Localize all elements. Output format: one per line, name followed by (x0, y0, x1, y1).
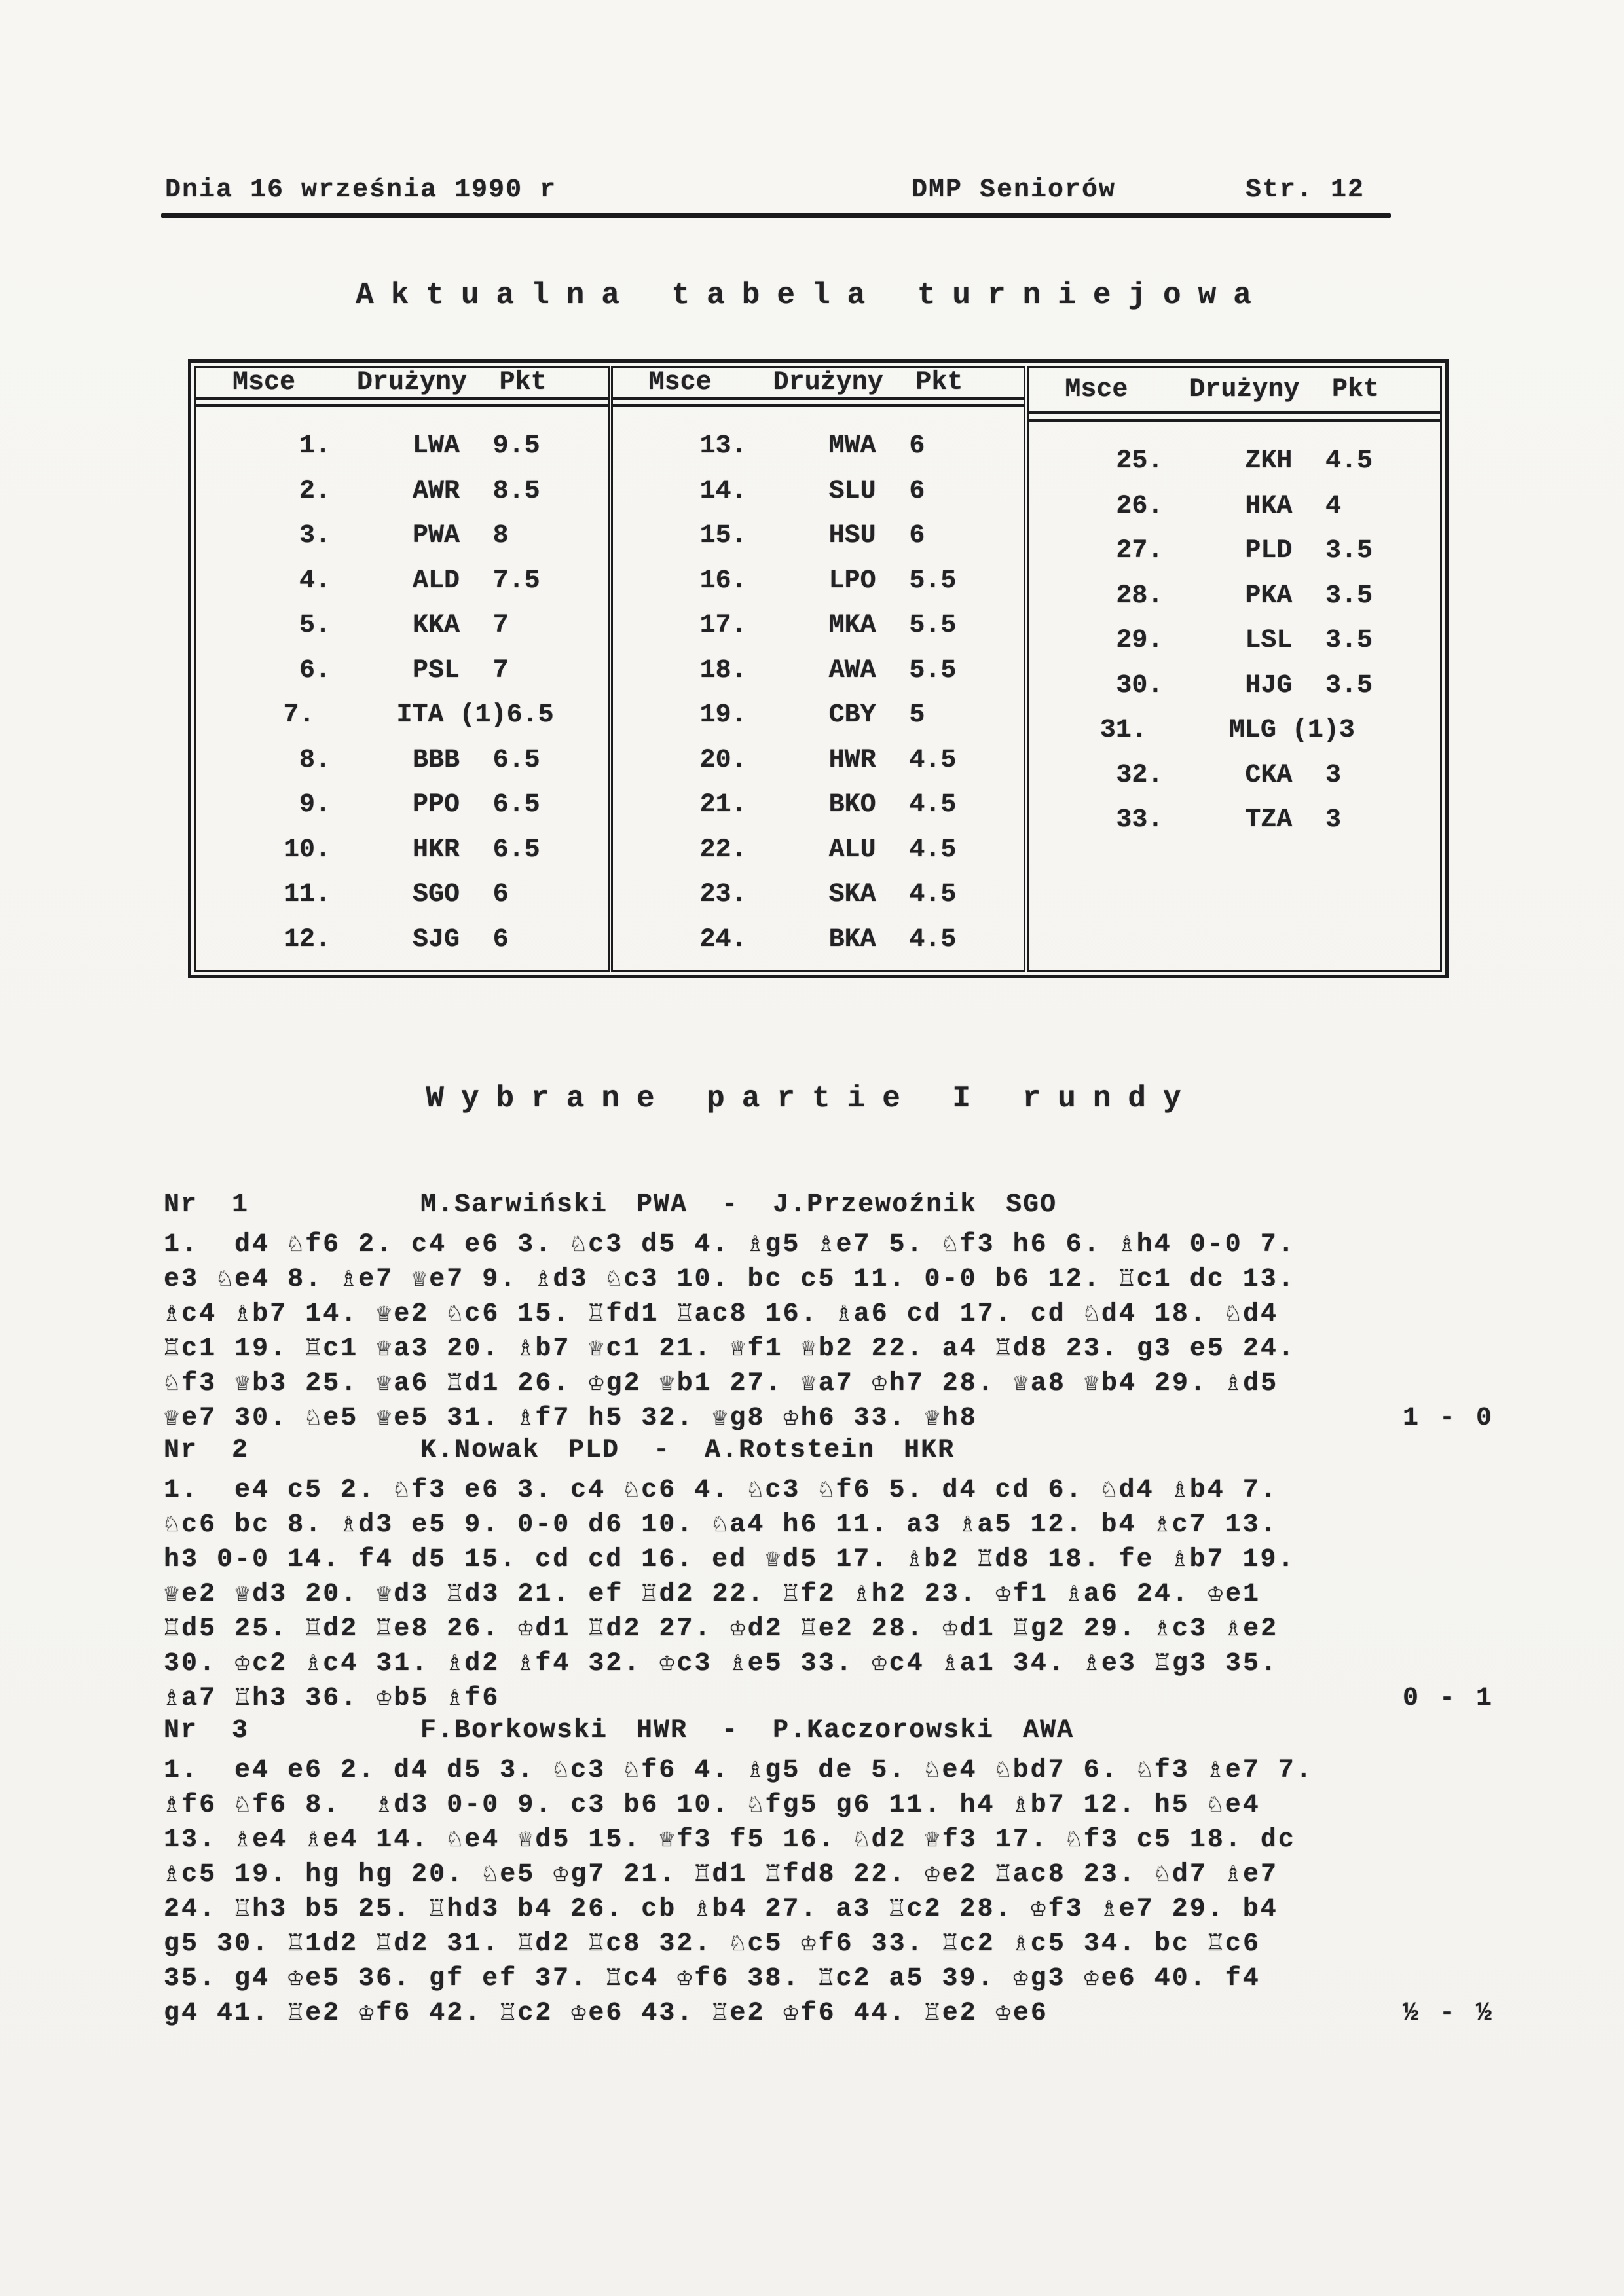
table-row (1029, 446, 1440, 492)
table-row (1029, 805, 1440, 850)
game-header (164, 1716, 1494, 1745)
column-header-druzyny: Drużyny (773, 368, 883, 398)
white-player-name: F.Borkowski (420, 1716, 608, 1745)
rank-cell: 22. (699, 835, 747, 865)
points-cell: 8.5 (492, 476, 540, 506)
team-cell: SKA (828, 880, 876, 909)
points-cell: 6 (909, 431, 925, 461)
moves-line: 1. e4 c5 2. ♘f3 e6 3. c4 ♘c6 4. ♘c3 ♘f6 5. d4 cd 6. ♘d4 ♗b4 7. (164, 1476, 1278, 1505)
team-cell: MKA (828, 611, 876, 640)
team-cell: KKA (413, 611, 460, 640)
points-cell: 4.5 (909, 790, 957, 820)
team-cell: HKA (1245, 491, 1293, 521)
standings-table (188, 359, 1449, 978)
table-row (613, 656, 1024, 701)
rank-cell: 7. (283, 701, 315, 730)
points-cell: 6 (909, 476, 925, 506)
moves-last-line (164, 1996, 1494, 2031)
team-cell: PSL (413, 655, 460, 685)
moves-line: ♘c6 bc 8. ♗d3 e5 9. 0-0 d6 10. ♘a4 h6 11. a3 ♗a5 12. b4 ♗c7 13. (164, 1510, 1278, 1540)
team-cell: SGO (413, 880, 460, 909)
points-cell: 5.5 (909, 566, 957, 596)
moves-last-line (164, 1401, 1494, 1436)
moves-line: 1. e4 e6 2. d4 d5 3. ♘c3 ♘f6 4. ♗g5 de 5. ♘e4 ♘bd7 6. ♘f3 ♗e7 7. (164, 1756, 1314, 1785)
team-cell: BKO (828, 790, 876, 820)
white-player-team: PWA (637, 1190, 688, 1220)
table-row (196, 701, 608, 746)
points-cell: 4.5 (909, 745, 957, 775)
game-result: ½ - ½ (1402, 1999, 1494, 2028)
white-player-team: PLD (568, 1436, 620, 1465)
table-row (613, 835, 1024, 881)
table-row (1029, 761, 1440, 806)
rank-cell: 12. (283, 924, 331, 955)
moves-line: 13. ♗e4 ♗e4 14. ♘e4 ♕d5 15. ♕f3 f5 16. ♘d2 ♕f3 17. ♘f3 c5 18. dc (164, 1825, 1296, 1855)
game-block (164, 1190, 1494, 1436)
points-cell: 5.5 (909, 611, 957, 640)
table-row (613, 746, 1024, 791)
table-row (196, 790, 608, 835)
table-row (196, 925, 608, 970)
team-cell: SJG (413, 924, 460, 955)
rank-cell: 4. (299, 566, 331, 596)
table-row (196, 835, 608, 881)
rank-cell: 29. (1116, 626, 1164, 655)
rank-cell: 30. (1116, 670, 1164, 701)
team-cell: ITA (1) (396, 701, 507, 730)
moves-line: 24. ♖h3 b5 25. ♖hd3 b4 26. cb ♗b4 27. a3 ♖c2 28. ♔f3 ♗e7 29. b4 (164, 1895, 1278, 1924)
points-cell: 6.5 (492, 745, 540, 775)
team-cell: AWA (828, 655, 876, 685)
standings-body (196, 407, 608, 970)
rank-cell: 33. (1116, 805, 1164, 835)
rank-cell: 24. (699, 924, 747, 955)
team-cell: SLU (828, 476, 876, 506)
moves-line-text: g4 41. ♖e2 ♔f6 42. ♖c2 ♔e6 43. ♖e2 ♔f6 44. ♖e2 ♔e6 (164, 1999, 1048, 2028)
points-cell: 6.5 (492, 790, 540, 820)
header-bulletin: DMP Seniorów (912, 175, 1116, 205)
header-double-rule (613, 400, 1024, 407)
points-cell: 3.5 (1325, 581, 1373, 611)
team-cell: CBY (828, 701, 876, 730)
team-cell: BKA (828, 924, 876, 955)
game-block (164, 1716, 1494, 2031)
rank-cell: 15. (699, 521, 747, 551)
team-cell: ALU (828, 835, 876, 865)
points-cell: 7.5 (492, 566, 540, 596)
rank-cell: 25. (1116, 446, 1164, 476)
black-player-team: HKR (904, 1436, 955, 1465)
standings-body (613, 407, 1024, 970)
rank-cell: 6. (299, 655, 331, 685)
column-header-pkt: Pkt (1332, 374, 1380, 405)
moves-line: ♗f6 ♘f6 8. ♗d3 0-0 9. c3 b6 10. ♘fg5 g6 11. h4 ♗b7 12. h5 ♘e4 (164, 1791, 1261, 1820)
game-number: Nr 1 (164, 1190, 249, 1220)
team-cell: MLG (1) (1228, 716, 1339, 745)
rank-cell: 5. (299, 611, 331, 640)
team-cell: PWA (413, 521, 460, 551)
points-cell: 7 (492, 611, 509, 640)
points-cell: 4.5 (909, 924, 957, 955)
table-row (613, 925, 1024, 970)
black-player-name: A.Rotstein (705, 1436, 876, 1465)
column-header-msce: Msce (232, 368, 296, 398)
points-cell: 3 (1325, 760, 1342, 790)
team-cell: AWR (413, 476, 460, 506)
rank-cell: 19. (699, 701, 747, 730)
team-cell: ZKH (1245, 446, 1293, 476)
black-player-name: P.Kaczorowski (773, 1716, 995, 1745)
header-date: Dnia 16 września 1990 r (165, 175, 557, 205)
points-cell: 6.5 (492, 835, 540, 865)
points-cell: 4 (1325, 491, 1342, 521)
white-player-name: M.Sarwiński (420, 1190, 608, 1220)
table-row (196, 477, 608, 522)
column-header-druzyny: Drużyny (357, 368, 468, 398)
team-cell: ALD (413, 566, 460, 596)
table-row (196, 746, 608, 791)
header-rule (161, 213, 1391, 218)
standings-header-row (1029, 368, 1440, 414)
header-double-rule (196, 400, 608, 407)
table-row (613, 611, 1024, 656)
team-cell: PLD (1245, 536, 1293, 566)
table-row (196, 611, 608, 656)
rank-cell: 11. (283, 880, 331, 909)
game-header (164, 1436, 1494, 1465)
moves-line-text: ♗a7 ♖h3 36. ♔b5 ♗f6 (164, 1684, 500, 1713)
table-row (1029, 671, 1440, 716)
team-cell: HJG (1245, 670, 1293, 701)
rank-cell: 28. (1116, 581, 1164, 611)
team-cell: MWA (828, 431, 876, 461)
rank-cell: 16. (699, 566, 747, 596)
table-row (1029, 581, 1440, 627)
points-cell: 3.5 (1325, 626, 1373, 655)
rank-cell: 27. (1116, 536, 1164, 566)
players-separator: - (722, 1716, 739, 1745)
header-page-number: Str. 12 (1246, 175, 1365, 205)
white-player-name: K.Nowak (420, 1436, 540, 1465)
rank-cell: 1. (299, 431, 331, 461)
game-number: Nr 3 (164, 1716, 249, 1745)
table-row (196, 656, 608, 701)
table-row (1029, 626, 1440, 671)
moves-line: e3 ♘e4 8. ♗e7 ♕e7 9. ♗d3 ♘c3 10. bc c5 11. 0-0 b6 12. ♖c1 dc 13. (164, 1265, 1296, 1294)
points-cell: 6.5 (506, 701, 554, 730)
moves-line: g5 30. ♖1d2 ♖d2 31. ♖d2 ♖c8 32. ♘c5 ♔f6 33. ♖c2 ♗c5 34. bc ♖c6 (164, 1929, 1261, 1959)
table-row (196, 880, 608, 925)
game-header (164, 1190, 1494, 1220)
players-separator: - (722, 1190, 739, 1220)
black-player-team: AWA (1023, 1716, 1075, 1745)
rank-cell: 10. (283, 835, 331, 865)
table-row (613, 521, 1024, 566)
table-row (1029, 492, 1440, 537)
rank-cell: 23. (699, 880, 747, 909)
points-cell: 4.5 (1325, 446, 1373, 476)
moves-line: 35. g4 ♔e5 36. gf ef 37. ♖c4 ♔f6 38. ♖c2 a5 39. ♔g3 ♔e6 40. f4 (164, 1964, 1261, 1994)
standings-section (194, 366, 610, 972)
moves-last-line (164, 1681, 1494, 1716)
moves-line: 30. ♔c2 ♗c4 31. ♗d2 ♗f4 32. ♔c3 ♗e5 33. ♔c4 ♗a1 34. ♗e3 ♖g3 35. (164, 1649, 1279, 1679)
team-cell: TZA (1245, 805, 1293, 835)
team-cell: PKA (1245, 581, 1293, 611)
black-player-team: SGO (1006, 1190, 1058, 1220)
rank-cell: 26. (1116, 491, 1164, 521)
white-player-team: HWR (637, 1716, 688, 1745)
table-row (613, 880, 1024, 925)
rank-cell: 20. (699, 745, 747, 775)
table-row (613, 701, 1024, 746)
standings-section (1027, 366, 1442, 972)
rank-cell: 14. (699, 476, 747, 506)
standings-header-row (196, 368, 608, 400)
moves-line: 1. d4 ♘f6 2. c4 e6 3. ♘c3 d5 4. ♗g5 ♗e7 5. ♘f3 h6 6. ♗h4 0-0 7. (164, 1230, 1296, 1260)
game-number: Nr 2 (164, 1436, 249, 1465)
moves-line: ♖c1 19. ♖c1 ♕a3 20. ♗b7 ♕c1 21. ♕f1 ♕b2 22. a4 ♖d8 23. g3 e5 24. (164, 1334, 1296, 1364)
standings-title: Aktualna tabela turniejowa (356, 278, 1268, 312)
moves-line: ♗c5 19. hg hg 20. ♘e5 ♔g7 21. ♖d1 ♖fd8 22. ♔e2 ♖ac8 23. ♘d7 ♗e7 (164, 1860, 1278, 1889)
points-cell: 4.5 (909, 835, 957, 865)
points-cell: 3.5 (1325, 536, 1373, 566)
table-row (613, 477, 1024, 522)
table-row (196, 431, 608, 477)
table-row (613, 790, 1024, 835)
moves-line-text: ♕e7 30. ♘e5 ♕e5 31. ♗f7 h5 32. ♕g8 ♔h6 33. ♕h8 (164, 1404, 978, 1433)
standings-header-row (613, 368, 1024, 400)
table-row (196, 566, 608, 611)
game-result: 1 - 0 (1402, 1404, 1494, 1433)
column-header-msce: Msce (1065, 374, 1128, 405)
rank-cell: 8. (299, 745, 331, 775)
points-cell: 3 (1325, 805, 1342, 835)
game-result: 0 - 1 (1402, 1684, 1494, 1713)
standings-body (1029, 422, 1440, 970)
game-block (164, 1436, 1494, 1716)
rank-cell: 13. (699, 431, 747, 461)
table-row (1029, 536, 1440, 581)
points-cell: 5.5 (909, 655, 957, 685)
column-header-druzyny: Drużyny (1189, 374, 1300, 405)
table-row (1029, 716, 1440, 761)
points-cell: 6 (492, 924, 509, 955)
rank-cell: 9. (299, 790, 331, 820)
points-cell: 4.5 (909, 880, 957, 909)
rank-cell: 32. (1116, 760, 1164, 790)
selected-games (164, 1190, 1494, 2031)
team-cell: LPO (828, 566, 876, 596)
table-row (613, 431, 1024, 477)
moves-line: ♖d5 25. ♖d2 ♖e8 26. ♔d1 ♖d2 27. ♔d2 ♖e2 28. ♔d1 ♖g2 29. ♗c3 ♗e2 (164, 1614, 1279, 1644)
points-cell: 8 (492, 521, 509, 551)
points-cell: 3 (1338, 716, 1355, 745)
team-cell: HWR (828, 745, 876, 775)
table-row (613, 566, 1024, 611)
points-cell: 9.5 (492, 431, 540, 461)
rank-cell: 31. (1099, 716, 1147, 745)
rank-cell: 21. (699, 790, 747, 820)
rank-cell: 2. (299, 476, 331, 506)
rank-cell: 18. (699, 655, 747, 685)
column-header-pkt: Pkt (499, 368, 547, 398)
team-cell: CKA (1245, 760, 1293, 790)
points-cell: 7 (492, 655, 509, 685)
team-cell: LSL (1245, 626, 1293, 655)
table-row (196, 521, 608, 566)
games-title: Wybrane partie I rundy (426, 1082, 1198, 1116)
rank-cell: 3. (299, 521, 331, 551)
team-cell: LWA (413, 431, 460, 461)
header-double-rule (1029, 414, 1440, 422)
column-header-pkt: Pkt (915, 368, 963, 398)
moves-line: ♗c4 ♗b7 14. ♕e2 ♘c6 15. ♖fd1 ♖ac8 16. ♗a6 cd 17. cd ♘d4 18. ♘d4 (164, 1300, 1278, 1329)
points-cell: 6 (909, 521, 925, 551)
points-cell: 6 (492, 880, 509, 909)
players-separator: - (654, 1436, 671, 1465)
team-cell: BBB (413, 745, 460, 775)
column-header-msce: Msce (648, 368, 712, 398)
moves-line: ♘f3 ♕b3 25. ♕a6 ♖d1 26. ♔g2 ♕b1 27. ♕a7 ♔h7 28. ♕a8 ♕b4 29. ♗d5 (164, 1369, 1279, 1398)
moves-line: h3 0-0 14. f4 d5 15. cd cd 16. ed ♕d5 17. ♗b2 ♖d8 18. fe ♗b7 19. (164, 1545, 1296, 1575)
points-cell: 3.5 (1325, 670, 1373, 701)
rank-cell: 17. (699, 611, 747, 640)
team-cell: HKR (413, 835, 460, 865)
points-cell: 5 (909, 701, 925, 730)
team-cell: HSU (828, 521, 876, 551)
moves-line: ♕e2 ♕d3 20. ♕d3 ♖d3 21. ef ♖d2 22. ♖f2 ♗h2 23. ♔f1 ♗a6 24. ♔e1 (164, 1580, 1261, 1609)
black-player-name: J.Przewoźnik (773, 1190, 978, 1220)
standings-section (611, 366, 1026, 972)
team-cell: PPO (413, 790, 460, 820)
